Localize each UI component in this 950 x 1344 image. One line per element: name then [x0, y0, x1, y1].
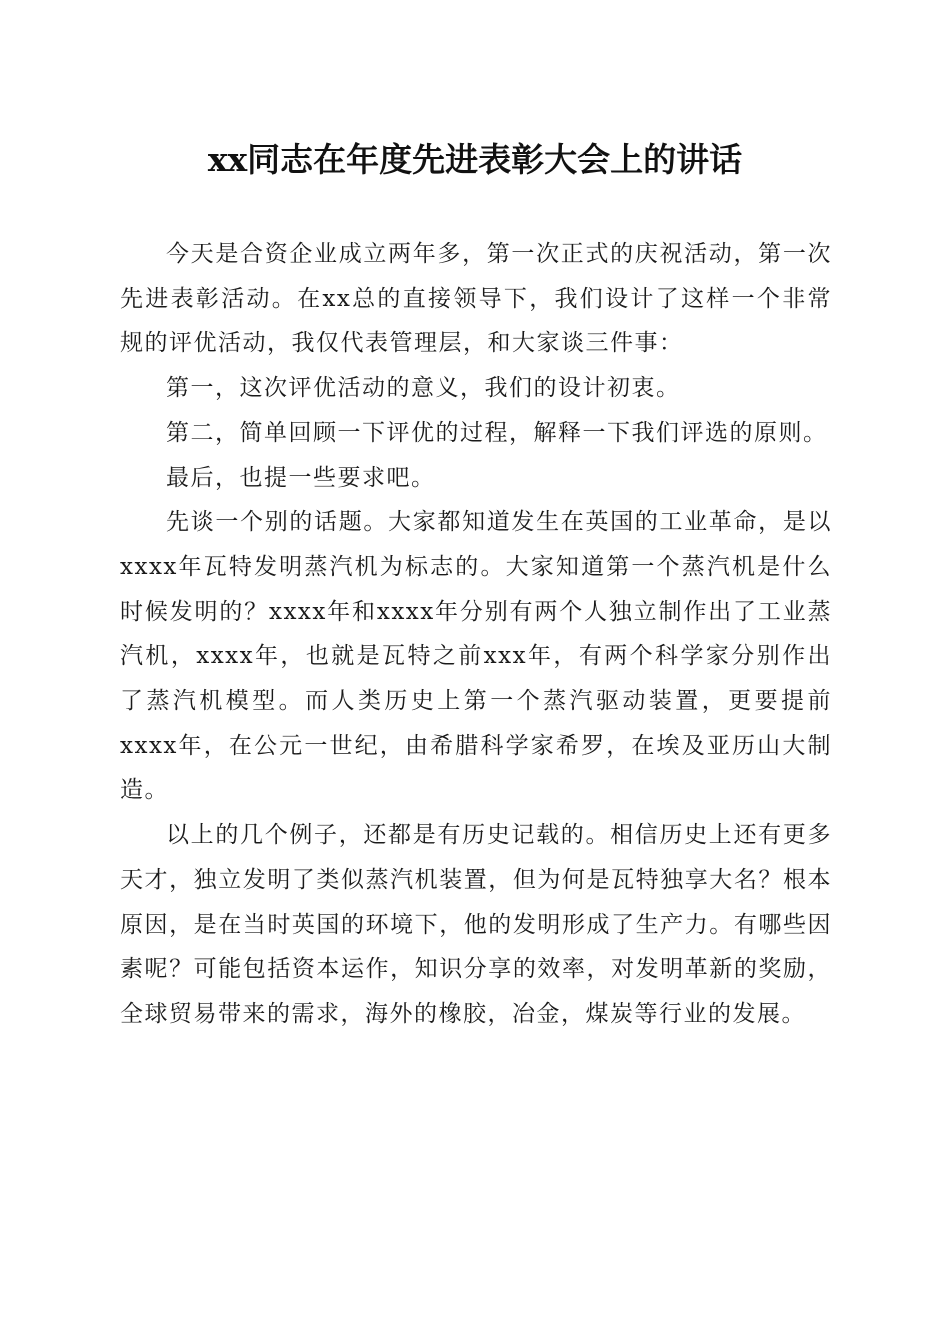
paragraph-watt-reason: 以上的几个例子，还都是有历史记载的。相信历史上还有更多天才，独立发明了类似蒸汽机装置，但为何是瓦特独享大名？根本原因，是在当时英国的环境下，他的发明形成了生产力。有哪些因素呢？可能包括资本运作，知识分享的效率，对发明革新的奖励，全球贸易带来的需求，海外的橡胶，冶金，煤炭等行业的发展。 [120, 822, 832, 1027]
paragraph-point-last: 最后，也提一些要求吧。 [166, 464, 436, 491]
paragraph-point-one: 第一，这次评优活动的意义，我们的设计初衷。 [166, 375, 681, 402]
document-body [120, 232, 832, 1037]
paragraph-intro: 今天是合资企业成立两年多，第一次正式的庆祝活动，第一次先进表彰活动。在xx总的直接领导下，我们设计了这样一个非常规的评优活动，我仅代表管理层，和大家谈三件事： [120, 241, 832, 357]
paragraph-point-two: 第二，简单回顾一下评优的过程，解释一下我们评选的原则。 [166, 419, 828, 446]
paragraph-steam-engine: 先谈一个别的话题。大家都知道发生在英国的工业革命，是以xxxx年瓦特发明蒸汽机为标志的。大家知道第一个蒸汽机是什么时候发明的？xxxx年和xxxx年分别有两个人独立制作出了工业蒸汽机，xxxx年，也就是瓦特之前xxx年，有两个科学家分别作出了蒸汽机模型。而人类历史上第一个蒸汽驱动装置，更要提前xxxx年，在公元一世纪，由希腊科学家希罗，在埃及亚历山大制造。 [120, 509, 832, 804]
document-title: xx同志在年度先进表彰大会上的讲话 [207, 140, 743, 179]
